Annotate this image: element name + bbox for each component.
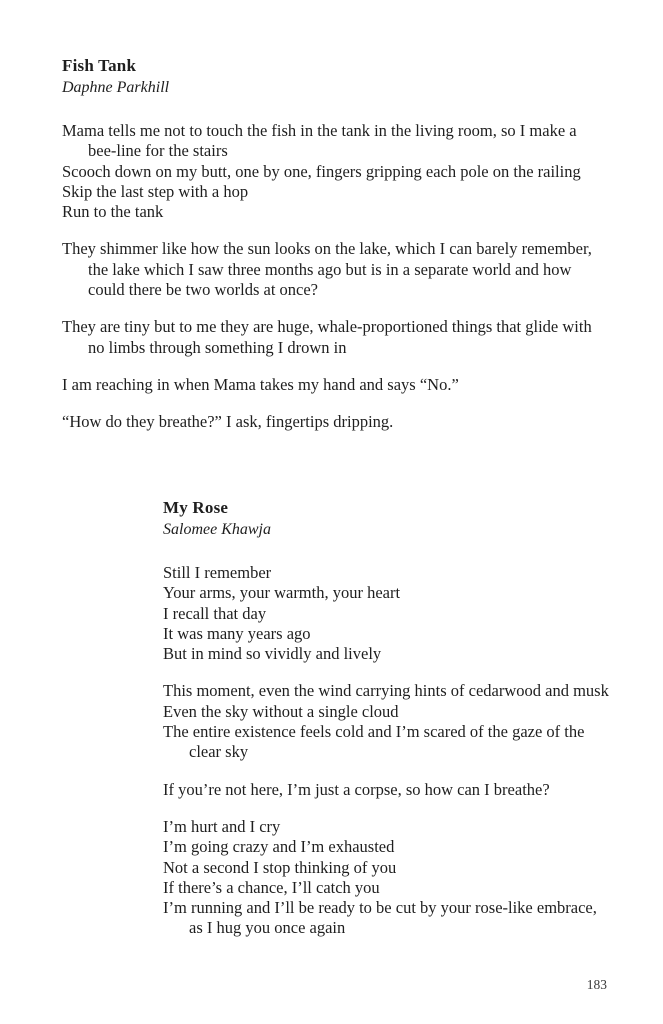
- poem-line: Even the sky without a single cloud: [163, 701, 399, 721]
- poem-line: It was many years ago: [163, 623, 311, 643]
- poem-line: bee-line for the stairs: [88, 141, 228, 161]
- poem-line: Scooch down on my butt, one by one, fingers gripping each pole on the railing: [62, 161, 581, 181]
- poem-author: Salomee Khawja: [163, 521, 271, 538]
- poem-my-rose: [163, 497, 633, 956]
- poem-line: They are tiny but to me they are huge, whale-proportioned things that glide with: [62, 317, 592, 337]
- poem-line: Run to the tank: [62, 202, 164, 222]
- stanza: [62, 239, 622, 300]
- stanza: [163, 681, 633, 762]
- poem-title: Fish Tank: [62, 56, 137, 75]
- poem-line: could there be two worlds at once?: [88, 280, 319, 300]
- poem-body: [163, 563, 633, 939]
- stanza: [163, 780, 633, 800]
- poem-line: I’m going crazy and I’m exhausted: [163, 837, 395, 857]
- poem-line: no limbs through something I drown in: [88, 337, 347, 357]
- poem-author: Daphne Parkhill: [62, 79, 170, 96]
- page-number: 183: [586, 977, 607, 992]
- poem-line: They shimmer like how the sun looks on the lake, which I can barely remember,: [62, 239, 592, 259]
- poem-line: Your arms, your warmth, your heart: [163, 583, 401, 603]
- poem-line: I recall that day: [163, 603, 267, 623]
- poem-line: The entire existence feels cold and I’m scared of the gaze of the: [163, 722, 585, 742]
- poem-line: I am reaching in when Mama takes my hand and says “No.”: [62, 374, 459, 394]
- poem-title: My Rose: [163, 498, 229, 517]
- poem-line: I’m running and I’ll be ready to be cut by your rose-like embrace,: [163, 898, 597, 918]
- stanza: [62, 412, 622, 432]
- poem-line: Still I remember: [163, 563, 272, 582]
- stanza: [62, 317, 622, 358]
- poem-body: [62, 121, 622, 433]
- poem-line: This moment, even the wind carrying hints of cedarwood and musk: [163, 681, 609, 701]
- poem-line: If there’s a chance, I’ll catch you: [163, 877, 380, 897]
- poem-line: I’m hurt and I cry: [163, 816, 281, 836]
- stanza: [163, 817, 633, 939]
- stanza: [163, 563, 633, 664]
- poem-line: “How do they breathe?” I ask, fingertips dripping.: [62, 412, 394, 432]
- poem-line: clear sky: [189, 742, 249, 762]
- poem-line: Mama tells me not to touch the fish in the tank in the living room, so I make a: [62, 121, 577, 140]
- poem-line: Skip the last step with a hop: [62, 181, 249, 201]
- stanza: [62, 121, 622, 222]
- poem-fish-tank: [62, 55, 622, 450]
- poem-line: If you’re not here, I’m just a corpse, so how can I breathe?: [163, 779, 550, 799]
- poem-line: Not a second I stop thinking of you: [163, 857, 397, 877]
- poem-line: But in mind so vividly and lively: [163, 644, 382, 664]
- poem-line: the lake which I saw three months ago but is in a separate world and how: [88, 259, 572, 279]
- poem-line: as I hug you once again: [189, 918, 346, 938]
- stanza: [62, 375, 622, 395]
